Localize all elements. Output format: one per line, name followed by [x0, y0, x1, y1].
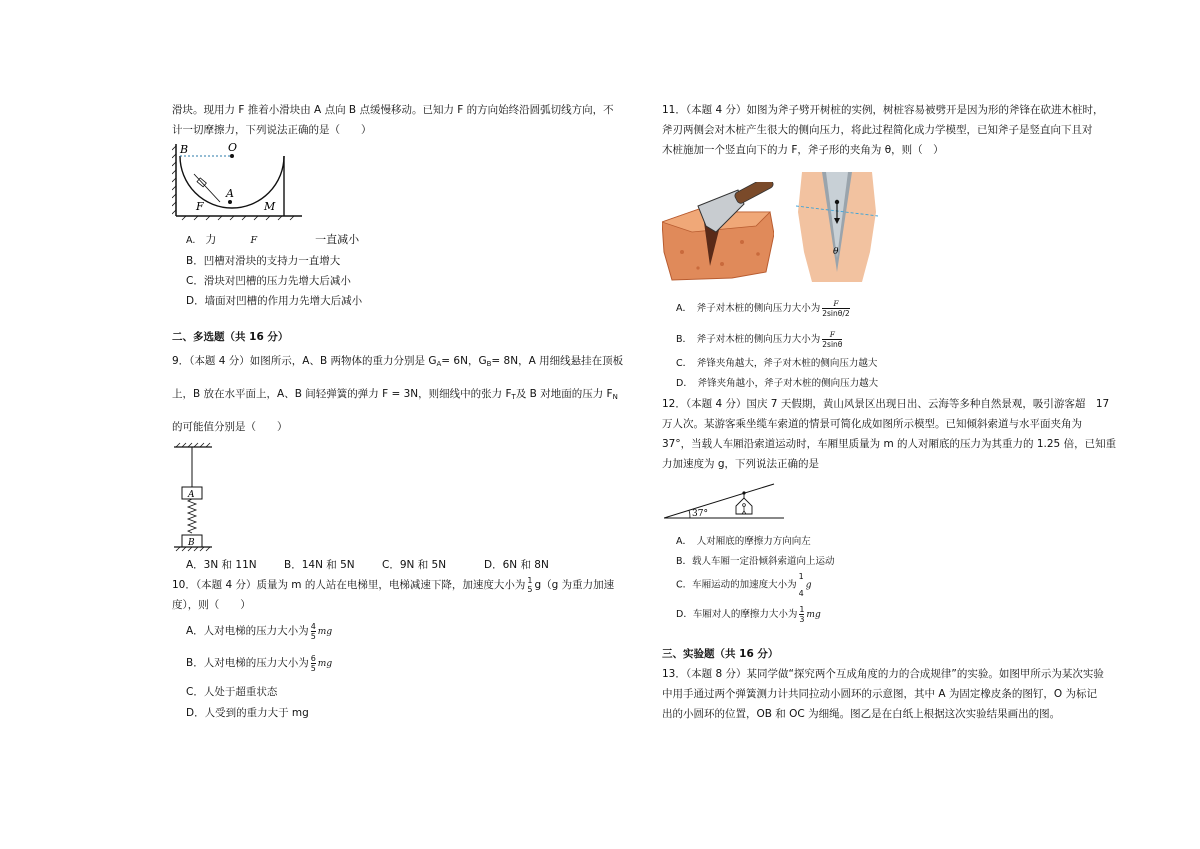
- q9-option-c[interactable]: C．9N 和 5N: [382, 559, 447, 571]
- option-unit: mg: [317, 627, 333, 637]
- axe-stump-illustration: [662, 182, 774, 282]
- q10-option-d[interactable]: D．人受到的重力大于 mg: [186, 707, 309, 719]
- q11-figures: [662, 172, 1112, 282]
- q12-option-d[interactable]: [662, 598, 1112, 632]
- q10-option-c[interactable]: C．人处于超重状态: [186, 686, 278, 698]
- fraction-denominator: 5: [310, 631, 316, 641]
- q12-stem-line-4: 力加速度为 g，下列说法正确的是: [662, 458, 820, 470]
- q10-stem-line-1: [172, 575, 615, 595]
- fig1-label-m: M: [264, 200, 276, 213]
- q12-stem-line-1: 12．（本题 4 分）国庆 7 天假期，黄山风景区出现日出、云海等多种自然景观，吸引游客超 17: [662, 398, 1110, 410]
- q11-option-d[interactable]: D． 斧锋夹角越小，斧子对木桩的侧向压力越大: [676, 378, 879, 389]
- left-column: [172, 100, 624, 723]
- section-3-title: 三、实验题（共 16 分）: [662, 648, 779, 660]
- fig2-label-b: B: [188, 538, 195, 548]
- q13-stem-line-1: 13．（本题 8 分）某同学做“探究两个互成角度的力的合成规律”的实验。如图甲所示为某次实验: [662, 668, 1104, 680]
- cable-car-incline-figure: [664, 474, 794, 522]
- q8-stem-line-2: 计一切摩擦力，下列说法正确的是（ ）: [172, 124, 372, 136]
- fraction-numerator: 6: [310, 653, 316, 663]
- option-a-word-2: 一直减小: [315, 233, 360, 246]
- q10-stem-line-2: 度），则（ ）: [172, 599, 251, 611]
- fraction-denominator: 3: [799, 615, 805, 624]
- option-text: A． 斧子对木桩的侧向压力大小为: [676, 303, 821, 314]
- option-fraction: [311, 654, 316, 673]
- q11-stem-line-2: 斧刃两侧会对木桩产生很大的侧向压力，将此过程简化成力学模型，已知斧子是竖直向下且对: [662, 124, 1093, 136]
- q8-stem-line-1: 滑块。现用力 F 推着小滑块由 A 点向 B 点缓慢移动。已知力 F 的方向始终沿圆弧切线方向，不: [172, 104, 614, 116]
- option-a-symbol-f: F: [250, 235, 258, 246]
- q8-option-d[interactable]: D．墙面对凹槽的作用力先增大后减小: [186, 295, 363, 307]
- option-text: A．人对电梯的压力大小为: [186, 625, 309, 637]
- q12-option-a[interactable]: A． 人对厢底的摩擦力方向向左: [676, 536, 811, 547]
- option-letter: A.: [186, 235, 196, 246]
- fraction-numerator: 1: [798, 572, 804, 581]
- q9-gb-subscript: B: [486, 360, 492, 368]
- option-text: B． 斧子对木桩的侧向压力大小为: [676, 334, 821, 345]
- q12-option-b[interactable]: B．载人车厢一定沿倾斜索道向上运动: [676, 556, 835, 567]
- q11-option-a[interactable]: [662, 292, 1112, 326]
- fraction-numerator: F: [829, 330, 835, 339]
- bowl-slider-figure: [172, 140, 312, 224]
- q9-text-5: 及 B 对地面的压力 F: [515, 388, 613, 400]
- q10-option-a[interactable]: [172, 617, 612, 646]
- q9-text-1: 9．（本题 4 分）如图所示，A、B 两物体的重力分别是 G: [172, 355, 437, 367]
- fig2-label-a: A: [188, 490, 195, 500]
- fig1-label-o: O: [228, 141, 238, 154]
- denominator-angle: θ/2: [837, 309, 850, 318]
- fraction-numerator: 1: [799, 605, 805, 614]
- q10-accel-fraction: [527, 576, 532, 594]
- fraction-denominator: 5: [527, 585, 533, 594]
- option-fraction: [822, 330, 842, 349]
- option-fraction: [799, 572, 804, 598]
- option-text: D．车厢对人的摩擦力大小为: [676, 609, 798, 620]
- fig1-label-b: B: [180, 143, 189, 156]
- fig4-angle-label: 37°: [692, 509, 708, 519]
- option-text: C．车厢运动的加速度大小为: [676, 579, 797, 591]
- q9-stem-line-2: [172, 384, 618, 407]
- fraction-numerator: 1: [527, 576, 533, 585]
- fraction-numerator: 4: [310, 621, 316, 631]
- q8-option-c[interactable]: C．滑块对凹槽的压力先增大后减小: [186, 275, 351, 287]
- q9-stem-line-1: [172, 351, 624, 374]
- q9-options-row: [172, 555, 612, 575]
- option-a-word-1: 力: [205, 233, 217, 246]
- fraction-denominator: 4: [798, 589, 804, 598]
- q10-option-b[interactable]: [172, 646, 612, 681]
- q8-option-b[interactable]: B．凹槽对滑块的支持力一直增大: [186, 255, 341, 267]
- q11-option-c[interactable]: C． 斧锋夹角越大，斧子对木桩的侧向压力越大: [676, 358, 878, 369]
- option-fraction: [799, 605, 804, 624]
- q9-text-3: = 8N，A 用细线悬挂在顶板: [491, 355, 624, 367]
- q10-text-1: 10．（本题 4 分）质量为 m 的人站在电梯里，电梯减速下降，加速度大小为: [172, 579, 526, 591]
- option-fraction: [311, 622, 316, 641]
- section-2-title: 二、多选题（共 16 分）: [172, 331, 289, 343]
- q9-n-subscript: N: [612, 393, 618, 401]
- q9-t-subscript: T: [511, 393, 516, 401]
- option-unit: mg: [806, 610, 821, 620]
- q11-stem-line-1: 11．（本题 4 分）如图为斧子劈开树桩的实例，树桩容易被劈开是因为形的斧锋在砍进木桩时，: [662, 104, 1104, 116]
- fraction-denominator: 2sinθ: [822, 340, 843, 349]
- q9-option-b[interactable]: B．14N 和 5N: [284, 559, 355, 571]
- fraction-numerator: F: [833, 299, 839, 308]
- q9-stem-line-3: 的可能值分别是（ ）: [172, 421, 288, 433]
- q9-text-2: = 6N，G: [441, 355, 487, 367]
- q11-stem-line-3: 木桩施加一个竖直向下的力 F，斧子形的夹角为 θ，则（ ）: [662, 144, 944, 156]
- q8-option-a[interactable]: [172, 230, 612, 251]
- q11-option-b[interactable]: [662, 326, 1112, 354]
- q12-stem-line-2: 万人次。某游客乘坐缆车索道的情景可简化成如图所示模型。已知倾斜索道与水平面夹角为: [662, 418, 1082, 430]
- wedge-force-diagram: [796, 172, 878, 282]
- q12-stem-line-3: 37°，当载人车厢沿索道运动时，车厢里质量为 m 的人对厢底的压力为其重力的 1.25 倍，已知重: [662, 438, 1117, 450]
- option-fraction: [822, 299, 849, 318]
- right-column: [662, 100, 1117, 724]
- spring-blocks-figure: [172, 441, 232, 553]
- q12-option-c[interactable]: [662, 572, 1112, 598]
- q9-option-d[interactable]: D．6N 和 8N: [484, 559, 549, 571]
- option-unit: g: [805, 580, 812, 591]
- option-text: B．人对电梯的压力大小为: [186, 657, 309, 669]
- q9-text-4: 上，B 放在水平面上，A、B 间轻弹簧的弹力 F = 3N，则细线中的张力 F: [172, 388, 512, 400]
- fraction-denominator: [822, 308, 849, 318]
- fraction-denominator: 5: [310, 663, 316, 673]
- option-unit: mg: [317, 659, 333, 669]
- fig1-label-f: F: [196, 200, 204, 213]
- denominator-sin: 2sin: [822, 309, 838, 318]
- q13-stem-line-2: 中用手通过两个弹簧测力计共同拉动小圆环的示意图，其中 A 为固定橡皮条的图钉，O 为标记: [662, 688, 1097, 700]
- q9-ga-subscript: A: [436, 360, 442, 368]
- q13-stem-line-3: 出的小圆环的位置，OB 和 OC 为细绳。图乙是在白纸上根据这次实验结果画出的图。: [662, 708, 1061, 720]
- fig3-label-theta: θ: [833, 247, 839, 257]
- q10-text-2: g（g 为重力加速: [534, 579, 615, 591]
- q9-option-a[interactable]: A．3N 和 11N: [186, 559, 257, 571]
- fig1-label-a: A: [226, 187, 234, 200]
